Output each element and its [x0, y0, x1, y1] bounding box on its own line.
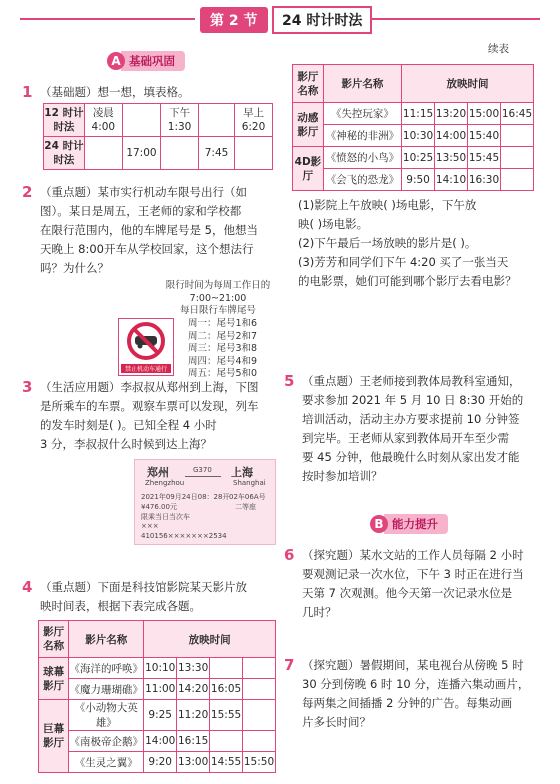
- q4-schedule-table: [38, 620, 276, 773]
- time-cell: 10:25: [402, 147, 435, 169]
- q4-subquestions: [298, 196, 538, 291]
- q3-line: 3 分，李叔叔什么时候到达上海？: [40, 437, 212, 451]
- ticket-x: ×××: [141, 522, 159, 530]
- film-cell: 《生灵之翼》: [69, 752, 144, 773]
- q5-line: 要求参加 2021 年 5 月 10 日 8:30 开始的: [302, 393, 524, 407]
- q5-text: [302, 372, 542, 486]
- q1-text: （基础题）想一想，填表格。: [40, 85, 190, 99]
- q7-text: [302, 656, 542, 732]
- ticket-class: 二等座: [235, 503, 256, 511]
- time-cell: 9:20: [144, 752, 177, 773]
- ticket-from: 郑州: [147, 466, 169, 479]
- q3-line: 的发车时刻是( )。已知全程 4 小时: [40, 418, 217, 432]
- q1-cell: [84, 137, 122, 170]
- header-rule-right: [370, 18, 540, 20]
- continued-label: 续表: [488, 43, 509, 55]
- time-cell: [243, 700, 276, 731]
- time-cell: [500, 169, 533, 191]
- q2-line: （重点题）某市实行机动车限号出行（如: [40, 185, 247, 199]
- q7-number: 7: [284, 656, 295, 674]
- time-header: 放映时间: [402, 65, 534, 103]
- time-cell: 15:00: [468, 103, 501, 125]
- q5-line: 到完毕。王老师从家到教体局开车至少需: [302, 431, 509, 445]
- train-ticket: [134, 459, 276, 545]
- q1-cell: 凌晨 4:00: [84, 104, 122, 137]
- time-cell: [500, 147, 533, 169]
- q1-cell: 24 时计时法: [44, 137, 85, 170]
- time-cell: [210, 731, 243, 752]
- film-cell: 《小动物大英雄》: [69, 700, 144, 731]
- time-cell: 14:10: [435, 169, 468, 191]
- q1-table: [43, 103, 273, 170]
- q1-cell: [199, 104, 235, 137]
- hall-header: 影厅名称: [293, 65, 324, 103]
- q4-sub-line: (2)下午最后一场放映的影片是( )。: [298, 236, 477, 250]
- q4-sub-line: (1)影院上午放映( )场电影，下午放: [298, 198, 477, 212]
- q4-sub-line: (3)芳芳和同学们下午 4:20 买了一张当天: [298, 255, 509, 269]
- no-vehicle-icon: [119, 319, 173, 363]
- q2-text: [40, 183, 278, 278]
- q1-cell: 17:00: [122, 137, 160, 170]
- q6-number: 6: [284, 546, 295, 564]
- film-cell: 《愤怒的小鸟》: [323, 147, 401, 169]
- q1-cell: 早上 6:20: [235, 104, 273, 137]
- time-cell: 11:00: [144, 679, 177, 700]
- restriction-line: 7:00~21:00: [189, 292, 247, 304]
- time-cell: 13:00: [177, 752, 210, 773]
- q6-line: 天第 7 次观测。他今天第一次记录水位是: [302, 586, 513, 600]
- restriction-line: 周一：尾号1和6: [188, 318, 258, 329]
- hall-cell: 动感影厅: [293, 103, 324, 147]
- restriction-line: 周五：尾号5和0: [188, 368, 258, 379]
- q3-line: 是所乘车的车票。观察车票可以发现，列车: [40, 399, 259, 413]
- q6-text: [302, 546, 542, 622]
- section-header: [0, 6, 560, 32]
- q7-line: 30 分到傍晚 6 时 10 分，连播六集动画片，: [302, 677, 530, 691]
- q5-line: 培训活动，活动主办方要求提前 10 分钟签: [302, 412, 520, 426]
- time-cell: [243, 658, 276, 679]
- q5-number: 5: [284, 372, 295, 390]
- restriction-line: 周四：尾号4和9: [188, 355, 258, 367]
- ticket-to-en: Shanghai: [233, 479, 266, 487]
- q2-line: 图）。某日是周五，王老师的家和学校都: [40, 204, 242, 218]
- time-cell: 9:25: [144, 700, 177, 731]
- q6-line: 要观测记录一次水位，下午 3 时正在进行当: [302, 567, 524, 581]
- time-cell: 13:20: [435, 103, 468, 125]
- film-header: 影片名称: [323, 65, 401, 103]
- time-cell: [500, 125, 533, 147]
- time-cell: 15:55: [210, 700, 243, 731]
- q5-line: 按时参加培训？: [302, 469, 383, 483]
- time-cell: 14:55: [210, 752, 243, 773]
- q3-number: 3: [22, 378, 33, 396]
- ticket-to: 上海: [231, 466, 253, 479]
- time-cell: 14:00: [435, 125, 468, 147]
- time-cell: 9:50: [402, 169, 435, 191]
- q4-schedule-table-continued: [292, 64, 534, 191]
- ticket-train: G370: [193, 466, 212, 474]
- restriction-list: [188, 318, 257, 381]
- restriction-line: 每日限行车牌尾号: [179, 305, 256, 316]
- q7-line: 每两集之间插播 2 分钟的广告。每集动画: [302, 696, 513, 710]
- ticket-date: 2021年09月24日08：28开: [141, 493, 230, 501]
- header-rule-left: [20, 18, 195, 20]
- film-cell: 《海洋的呼唤》: [69, 658, 144, 679]
- time-cell: 14:20: [177, 679, 210, 700]
- part-a-label: 基础巩固: [121, 51, 185, 71]
- q6-line: （探究题）某水文站的工作人员每隔 2 小时: [302, 548, 524, 562]
- q6-line: 几时？: [302, 605, 337, 619]
- q4-text: [40, 578, 278, 616]
- time-cell: [210, 658, 243, 679]
- restriction-line: 周三：尾号3和8: [188, 343, 258, 354]
- time-cell: [243, 731, 276, 752]
- time-header: 放映时间: [144, 621, 276, 658]
- q2-number: 2: [22, 183, 33, 201]
- time-cell: 16:30: [468, 169, 501, 191]
- no-vehicle-sign: [118, 318, 174, 376]
- q1-cell: 12 时计时法: [44, 104, 85, 137]
- q4-line: 映时间表，根据下表完成各题。: [40, 599, 201, 613]
- film-cell: 《失控玩家》: [323, 103, 401, 125]
- hall-header: 影厅名称: [39, 621, 69, 658]
- ticket-arrow: [185, 476, 221, 477]
- part-b-letter: B: [370, 515, 388, 533]
- time-cell: 15:50: [243, 752, 276, 773]
- section-tag: 第 2 节: [200, 7, 268, 33]
- time-cell: 16:15: [177, 731, 210, 752]
- q1-cell: 下午 1:30: [161, 104, 199, 137]
- film-header: 影片名称: [69, 621, 144, 658]
- q3-text: [40, 378, 278, 454]
- q1-cell: 7:45: [199, 137, 235, 170]
- q1-cell: [161, 137, 199, 170]
- part-b-label: 能力提升: [384, 514, 448, 534]
- hall-cell: 球幕影厅: [39, 658, 69, 700]
- part-b-badge: [370, 515, 448, 533]
- section-title: 24 时计时法: [272, 6, 372, 34]
- q4-line: （重点题）下面是科技馆影院某天影片放: [40, 580, 247, 594]
- time-cell: 14:00: [144, 731, 177, 752]
- time-cell: 11:15: [402, 103, 435, 125]
- time-cell: 13:50: [435, 147, 468, 169]
- time-cell: 13:30: [177, 658, 210, 679]
- hall-cell: 巨幕影厅: [39, 700, 69, 773]
- time-cell: 11:20: [177, 700, 210, 731]
- q2-line: 吗？为什么？: [40, 261, 109, 275]
- film-cell: 《神秘的非洲》: [323, 125, 401, 147]
- ticket-serial: 410156×××××××2534: [141, 532, 227, 540]
- time-cell: 15:40: [468, 125, 501, 147]
- q4-sub-line: 的电影票，她们可能到哪个影厅去看电影？: [298, 274, 517, 288]
- time-cell: [243, 679, 276, 700]
- q5-line: 要 45 分钟，他最晚什么时刻从家出发才能: [302, 450, 520, 464]
- sign-caption: 禁止机动车通行: [121, 364, 171, 373]
- hall-cell: 4D影厅: [293, 147, 324, 191]
- q1-number: 1: [22, 83, 33, 101]
- time-cell: 15:45: [468, 147, 501, 169]
- time-cell: 10:10: [144, 658, 177, 679]
- q2-line: 在限行范围内，他的车牌尾号是 5，他想当: [40, 223, 258, 237]
- time-cell: 16:45: [500, 103, 533, 125]
- time-cell: 10:30: [402, 125, 435, 147]
- q4-sub-line: 映( )场电影。: [298, 217, 369, 231]
- ticket-from-en: Zhengzhou: [145, 479, 185, 487]
- q1-cell: [122, 104, 160, 137]
- ticket-price: ¥476.00元: [141, 503, 177, 511]
- part-a-letter: A: [107, 52, 125, 70]
- restriction-text: [158, 280, 278, 318]
- q7-line: 片多长时间？: [302, 715, 371, 729]
- ticket-note: 限乘当日当次车: [141, 513, 190, 521]
- restriction-line: 周二：尾号2和7: [188, 330, 258, 342]
- q7-line: （探究题）暑假期间，某电视台从傍晚 5 时: [302, 658, 524, 672]
- q5-line: （重点题）王老师接到教体局教科室通知，: [302, 374, 521, 388]
- q2-line: 天晚上 8:00开车从学校回家，这个想法行: [40, 242, 254, 256]
- film-cell: 《南极帝企鹅》: [69, 731, 144, 752]
- film-cell: 《会飞的恐龙》: [323, 169, 401, 191]
- q4-number: 4: [22, 578, 33, 596]
- q3-line: （生活应用题）李叔叔从郑州到上海，下图: [40, 380, 259, 394]
- restriction-line: 限行时间为每周工作日的: [165, 280, 271, 291]
- time-cell: 16:05: [210, 679, 243, 700]
- ticket-seat: 02车06A号: [229, 493, 266, 501]
- part-a-badge: [107, 52, 185, 70]
- q1-cell: [235, 137, 273, 170]
- film-cell: 《魔力珊瑚礁》: [69, 679, 144, 700]
